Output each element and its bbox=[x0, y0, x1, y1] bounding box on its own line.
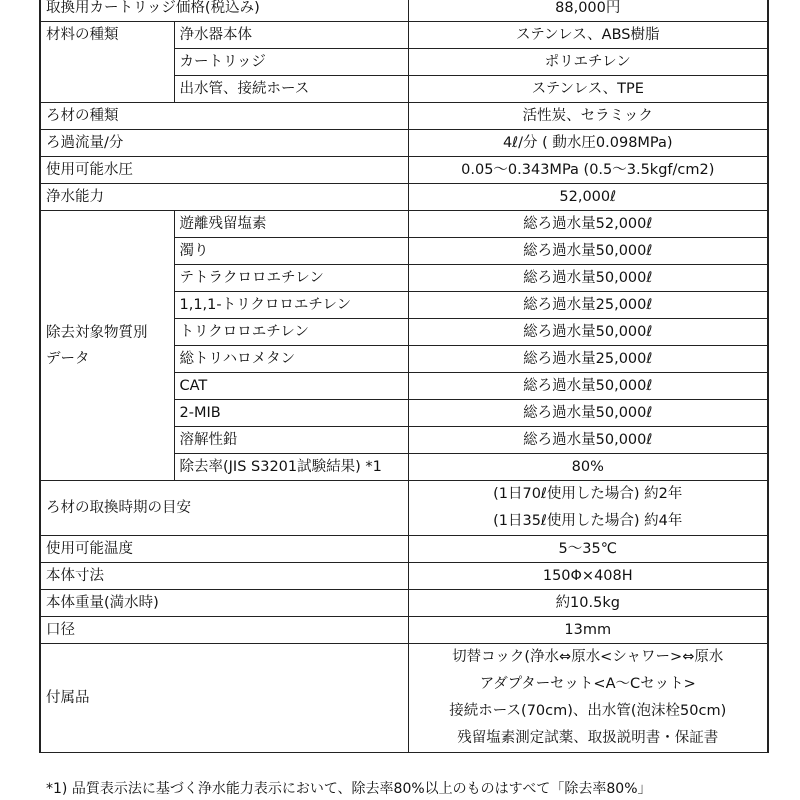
capacity-value: 52,000ℓ bbox=[408, 184, 768, 211]
accessory-line: 残留塩素測定試薬、取扱説明書・保証書 bbox=[457, 730, 719, 746]
removal-value: 総ろ過水量50,000ℓ bbox=[408, 319, 768, 346]
accessory-line: 切替コック(浄水⇔原水<シャワー>⇔原水 bbox=[452, 649, 724, 665]
filter-type-value: 活性炭、セラミック bbox=[408, 103, 768, 130]
table-row bbox=[40, 536, 768, 563]
replace-line: (1日70ℓ使用した場合) 約2年 bbox=[493, 486, 683, 502]
removal-value: 総ろ過水量25,000ℓ bbox=[408, 346, 768, 373]
size-value: 150Φ×408H bbox=[408, 563, 768, 590]
material-sub-label: 浄水器本体 bbox=[174, 22, 408, 49]
removal-label-line1: 除去対象物質別 bbox=[46, 324, 148, 341]
table-row bbox=[40, 130, 768, 157]
replace-label: ろ材の取換時期の目安 bbox=[40, 481, 408, 536]
accessories-label: 付属品 bbox=[40, 644, 408, 753]
temp-value: 5〜35℃ bbox=[408, 536, 768, 563]
accessory-line: 接続ホース(70cm)、出水管(泡沫栓50cm) bbox=[449, 703, 727, 719]
temp-label: 使用可能温度 bbox=[40, 536, 408, 563]
removal-label-line2: データ bbox=[46, 350, 90, 367]
removal-sub-label: トリクロロエチレン bbox=[174, 319, 408, 346]
spec-table bbox=[39, 0, 769, 753]
flow-value: 4ℓ/分 ( 動水圧0.098MPa) bbox=[408, 130, 768, 157]
table-row bbox=[40, 184, 768, 211]
removal-sub-label: 総トリハロメタン bbox=[174, 346, 408, 373]
removal-label bbox=[40, 211, 174, 481]
table-row bbox=[40, 563, 768, 590]
capacity-label: 浄水能力 bbox=[40, 184, 408, 211]
removal-value: 総ろ過水量50,000ℓ bbox=[408, 400, 768, 427]
removal-sub-label: 1,1,1-トリクロロエチレン bbox=[174, 292, 408, 319]
accessories-value bbox=[408, 644, 768, 753]
pressure-label: 使用可能水圧 bbox=[40, 157, 408, 184]
removal-sub-label: 除去率(JIS S3201試験結果) *1 bbox=[174, 454, 408, 481]
weight-label: 本体重量(満水時) bbox=[40, 590, 408, 617]
removal-value: 総ろ過水量50,000ℓ bbox=[408, 427, 768, 454]
material-value: ステンレス、TPE bbox=[408, 76, 768, 103]
removal-sub-label: 遊離残留塩素 bbox=[174, 211, 408, 238]
material-sub-label: カートリッジ bbox=[174, 49, 408, 76]
table-row bbox=[40, 617, 768, 644]
material-value: ポリエチレン bbox=[408, 49, 768, 76]
table-row bbox=[40, 103, 768, 130]
removal-value: 総ろ過水量52,000ℓ bbox=[408, 211, 768, 238]
material-sub-label: 出水管、接続ホース bbox=[174, 76, 408, 103]
removal-sub-label: 2-MIB bbox=[174, 400, 408, 427]
table-row bbox=[40, 22, 768, 49]
pressure-value: 0.05〜0.343MPa (0.5〜3.5kgf/cm2) bbox=[408, 157, 768, 184]
table-row bbox=[40, 590, 768, 617]
removal-value: 総ろ過水量50,000ℓ bbox=[408, 238, 768, 265]
removal-value: 総ろ過水量50,000ℓ bbox=[408, 373, 768, 400]
size-label: 本体寸法 bbox=[40, 563, 408, 590]
removal-sub-label: テトラクロロエチレン bbox=[174, 265, 408, 292]
removal-sub-label: CAT bbox=[174, 373, 408, 400]
weight-value: 約10.5kg bbox=[408, 590, 768, 617]
accessory-line: アダプターセット<A〜Cセット> bbox=[479, 676, 696, 692]
table-row bbox=[40, 644, 768, 753]
diameter-label: 口径 bbox=[40, 617, 408, 644]
material-label: 材料の種類 bbox=[40, 22, 174, 103]
removal-value: 総ろ過水量25,000ℓ bbox=[408, 292, 768, 319]
removal-sub-label: 濁り bbox=[174, 238, 408, 265]
removal-sub-label: 溶解性鉛 bbox=[174, 427, 408, 454]
table-row bbox=[40, 211, 768, 238]
material-value: ステンレス、ABS樹脂 bbox=[408, 22, 768, 49]
flow-label: ろ過流量/分 bbox=[40, 130, 408, 157]
table-row bbox=[40, 0, 768, 22]
table-row bbox=[40, 481, 768, 536]
removal-value: 総ろ過水量50,000ℓ bbox=[408, 265, 768, 292]
diameter-value: 13mm bbox=[408, 617, 768, 644]
table-row bbox=[40, 157, 768, 184]
removal-value: 80% bbox=[408, 454, 768, 481]
filter-type-label: ろ材の種類 bbox=[40, 103, 408, 130]
footnote: *1) 品質表示法に基づく浄水能力表示において、除去率80%以上のものはすべて「除去率80%」 bbox=[46, 781, 652, 797]
price-value: 88,000円 bbox=[408, 0, 768, 22]
replace-value bbox=[408, 481, 768, 536]
replace-line: (1日35ℓ使用した場合) 約4年 bbox=[493, 513, 683, 529]
price-label: 取換用カートリッジ価格(税込み) bbox=[40, 0, 408, 22]
